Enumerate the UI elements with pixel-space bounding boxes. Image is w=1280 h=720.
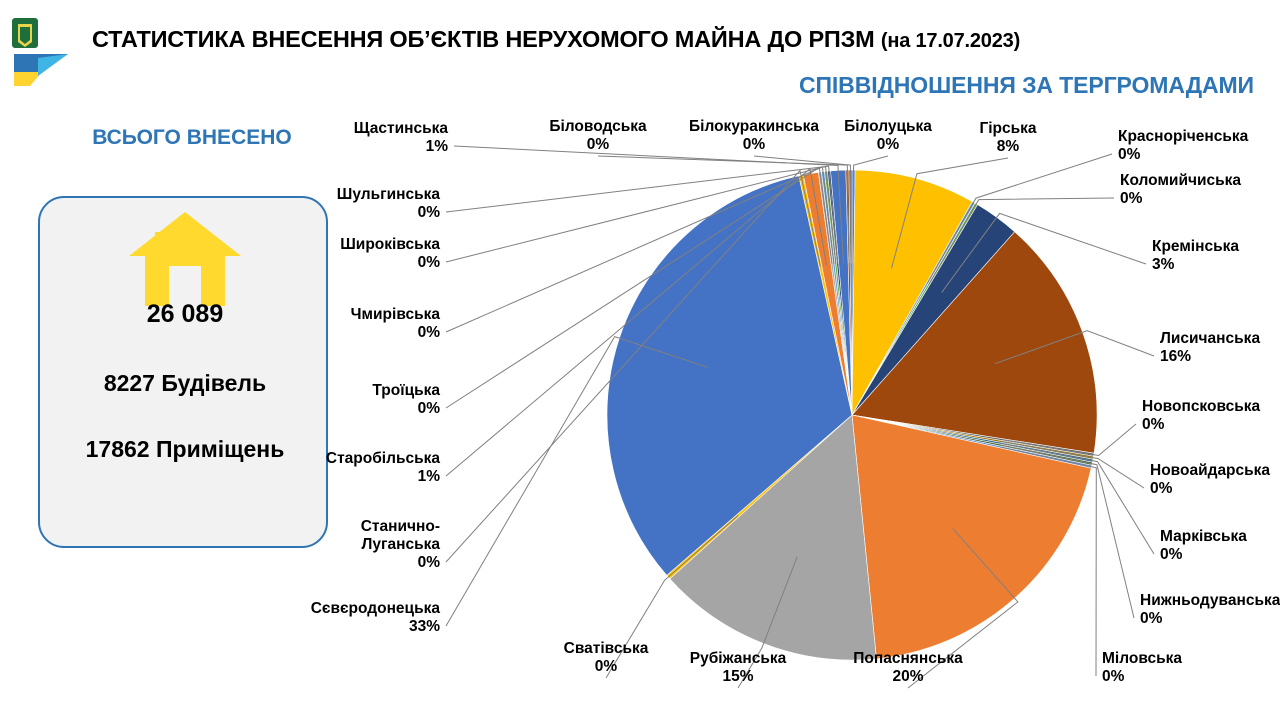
pie-slice-label	[664, 118, 844, 154]
pie-slice-label-name: Лисичанська	[1160, 330, 1261, 347]
pie-slice-label	[354, 120, 448, 156]
pie-slice-label-value: 0%	[742, 135, 766, 153]
pie-slice-label	[1142, 398, 1260, 434]
pie-slice-label-name: Новоайдарська	[1150, 462, 1271, 479]
pie-slice-label-value: 0%	[586, 135, 610, 153]
pie-slice-label-value: 0%	[1102, 667, 1125, 685]
pie-slice-label	[1102, 650, 1182, 686]
pie-slice-label-name: Чмирівська	[350, 306, 440, 323]
pie-slice-label-value: 1%	[417, 467, 440, 485]
pie-slice-label-name: Попаснянська	[853, 650, 963, 667]
pie-slice-label-name: Шульгинська	[336, 186, 440, 203]
pie-slice-label-value: 0%	[417, 203, 440, 221]
pie-slice-label	[818, 650, 998, 686]
pie-slice-label-value: 0%	[1150, 479, 1173, 497]
pie-slice-label	[1160, 330, 1260, 366]
pie-slice-label-value: 0%	[417, 553, 440, 571]
total-card	[38, 196, 328, 548]
pie-slice-label-value: 0%	[417, 399, 440, 417]
pie-slice-label-name: Старобільська	[325, 450, 440, 467]
pie-slice-label	[516, 640, 696, 676]
pie-slice-label-name: Сватівська	[563, 640, 649, 657]
pie-slice-label-value: 0%	[876, 135, 900, 153]
pie-slice-label	[1152, 238, 1239, 274]
house-icon-wrap	[40, 208, 330, 328]
total-objects-count: 26 089	[146, 300, 224, 328]
pie-slice-label-value: 0%	[417, 253, 440, 271]
pie-slice-label	[1150, 462, 1270, 498]
pie-slice-label	[360, 518, 440, 572]
pie-slice-label	[326, 450, 440, 486]
pie-slice-label	[1140, 592, 1280, 628]
total-section-title: ВСЬОГО ВНЕСЕНО	[92, 126, 292, 149]
pie-slice-label	[508, 118, 688, 154]
pie-slice-label-name: Новопсковська	[1142, 398, 1261, 415]
pie-slice-label	[372, 382, 440, 418]
pie-slice-label-value: 16%	[1160, 347, 1192, 365]
pie-slice-label-value: 0%	[1140, 609, 1163, 627]
pie-slice-label-value: 0%	[1120, 189, 1143, 207]
pie-slice-label-value: 0%	[1142, 415, 1165, 433]
pie-slice-label	[1160, 528, 1247, 564]
pie-slice-label-value: 8%	[996, 137, 1020, 155]
pie-slice-label	[311, 600, 440, 636]
pie-slice-label-value: 3%	[1152, 255, 1175, 273]
pie-slice-label-value: 0%	[594, 657, 618, 675]
pie-slice-label	[351, 306, 440, 342]
pie-chart	[310, 110, 1280, 720]
pie-slice-label-name: Станично-Луганська	[360, 518, 440, 553]
pie-slice-label	[340, 236, 440, 272]
pie-slice-label-name: Красноріченська	[1118, 128, 1249, 145]
pie-slice-label-value: 0%	[1118, 145, 1141, 163]
page-title	[92, 26, 1252, 53]
premises-count: 17862 Приміщень	[85, 436, 285, 462]
pie-slice-label-value: 1%	[425, 137, 448, 155]
pie-slice-label-name: Нижньодуванська	[1140, 592, 1280, 609]
page-title-date: (на 17.07.2023)	[880, 30, 1021, 52]
pie-slice-label-value: 20%	[892, 667, 924, 685]
buildings-count: 8227 Будівель	[103, 370, 267, 396]
pie-slice-label-value: 0%	[417, 323, 440, 341]
page-title-text: СТАТИСТИКА ВНЕСЕННЯ ОБ’ЄКТІВ НЕРУХОМОГО МАЙНА ДО РПЗМ	[92, 26, 875, 52]
pie-slice-label-name: Щастинська	[353, 120, 448, 137]
pie-slice-label-name: Білокуракинська	[689, 118, 819, 135]
pie-slice-label-name: Гірська	[979, 120, 1037, 137]
pie-slice-label-name: Рубіжанська	[689, 650, 787, 667]
pie-slice-label-name: Біловодська	[549, 118, 647, 135]
pie-slice-label	[918, 120, 1098, 156]
pie-slice-label-value: 15%	[722, 667, 754, 685]
pie-slice-label	[1120, 172, 1241, 208]
pie-slice-label-value: 0%	[1160, 545, 1183, 563]
pie-slice-label-name: Міловська	[1102, 650, 1182, 667]
pie-slice-label-name: Троїцька	[372, 382, 440, 399]
house-icon	[125, 208, 245, 312]
pie-slice-label-name: Коломийчиська	[1120, 172, 1242, 189]
pie-slice-label-name: Марківська	[1160, 528, 1247, 545]
pie-slice-label	[337, 186, 440, 222]
pie-slice-label-name: Кремінська	[1152, 238, 1240, 255]
page-subtitle: СПІВВІДНОШЕННЯ ЗА ТЕРГРОМАДАМИ	[798, 72, 1254, 98]
pie-slice-label-name: Широківська	[340, 236, 440, 253]
organization-logo	[8, 14, 84, 90]
pie-slice-label	[1118, 128, 1248, 164]
pie-slice-label-name: Білолуцька	[844, 118, 932, 135]
pie-slice-label-name: Сєвєродонецька	[310, 600, 440, 617]
pie-slice-label-value: 33%	[408, 617, 440, 635]
